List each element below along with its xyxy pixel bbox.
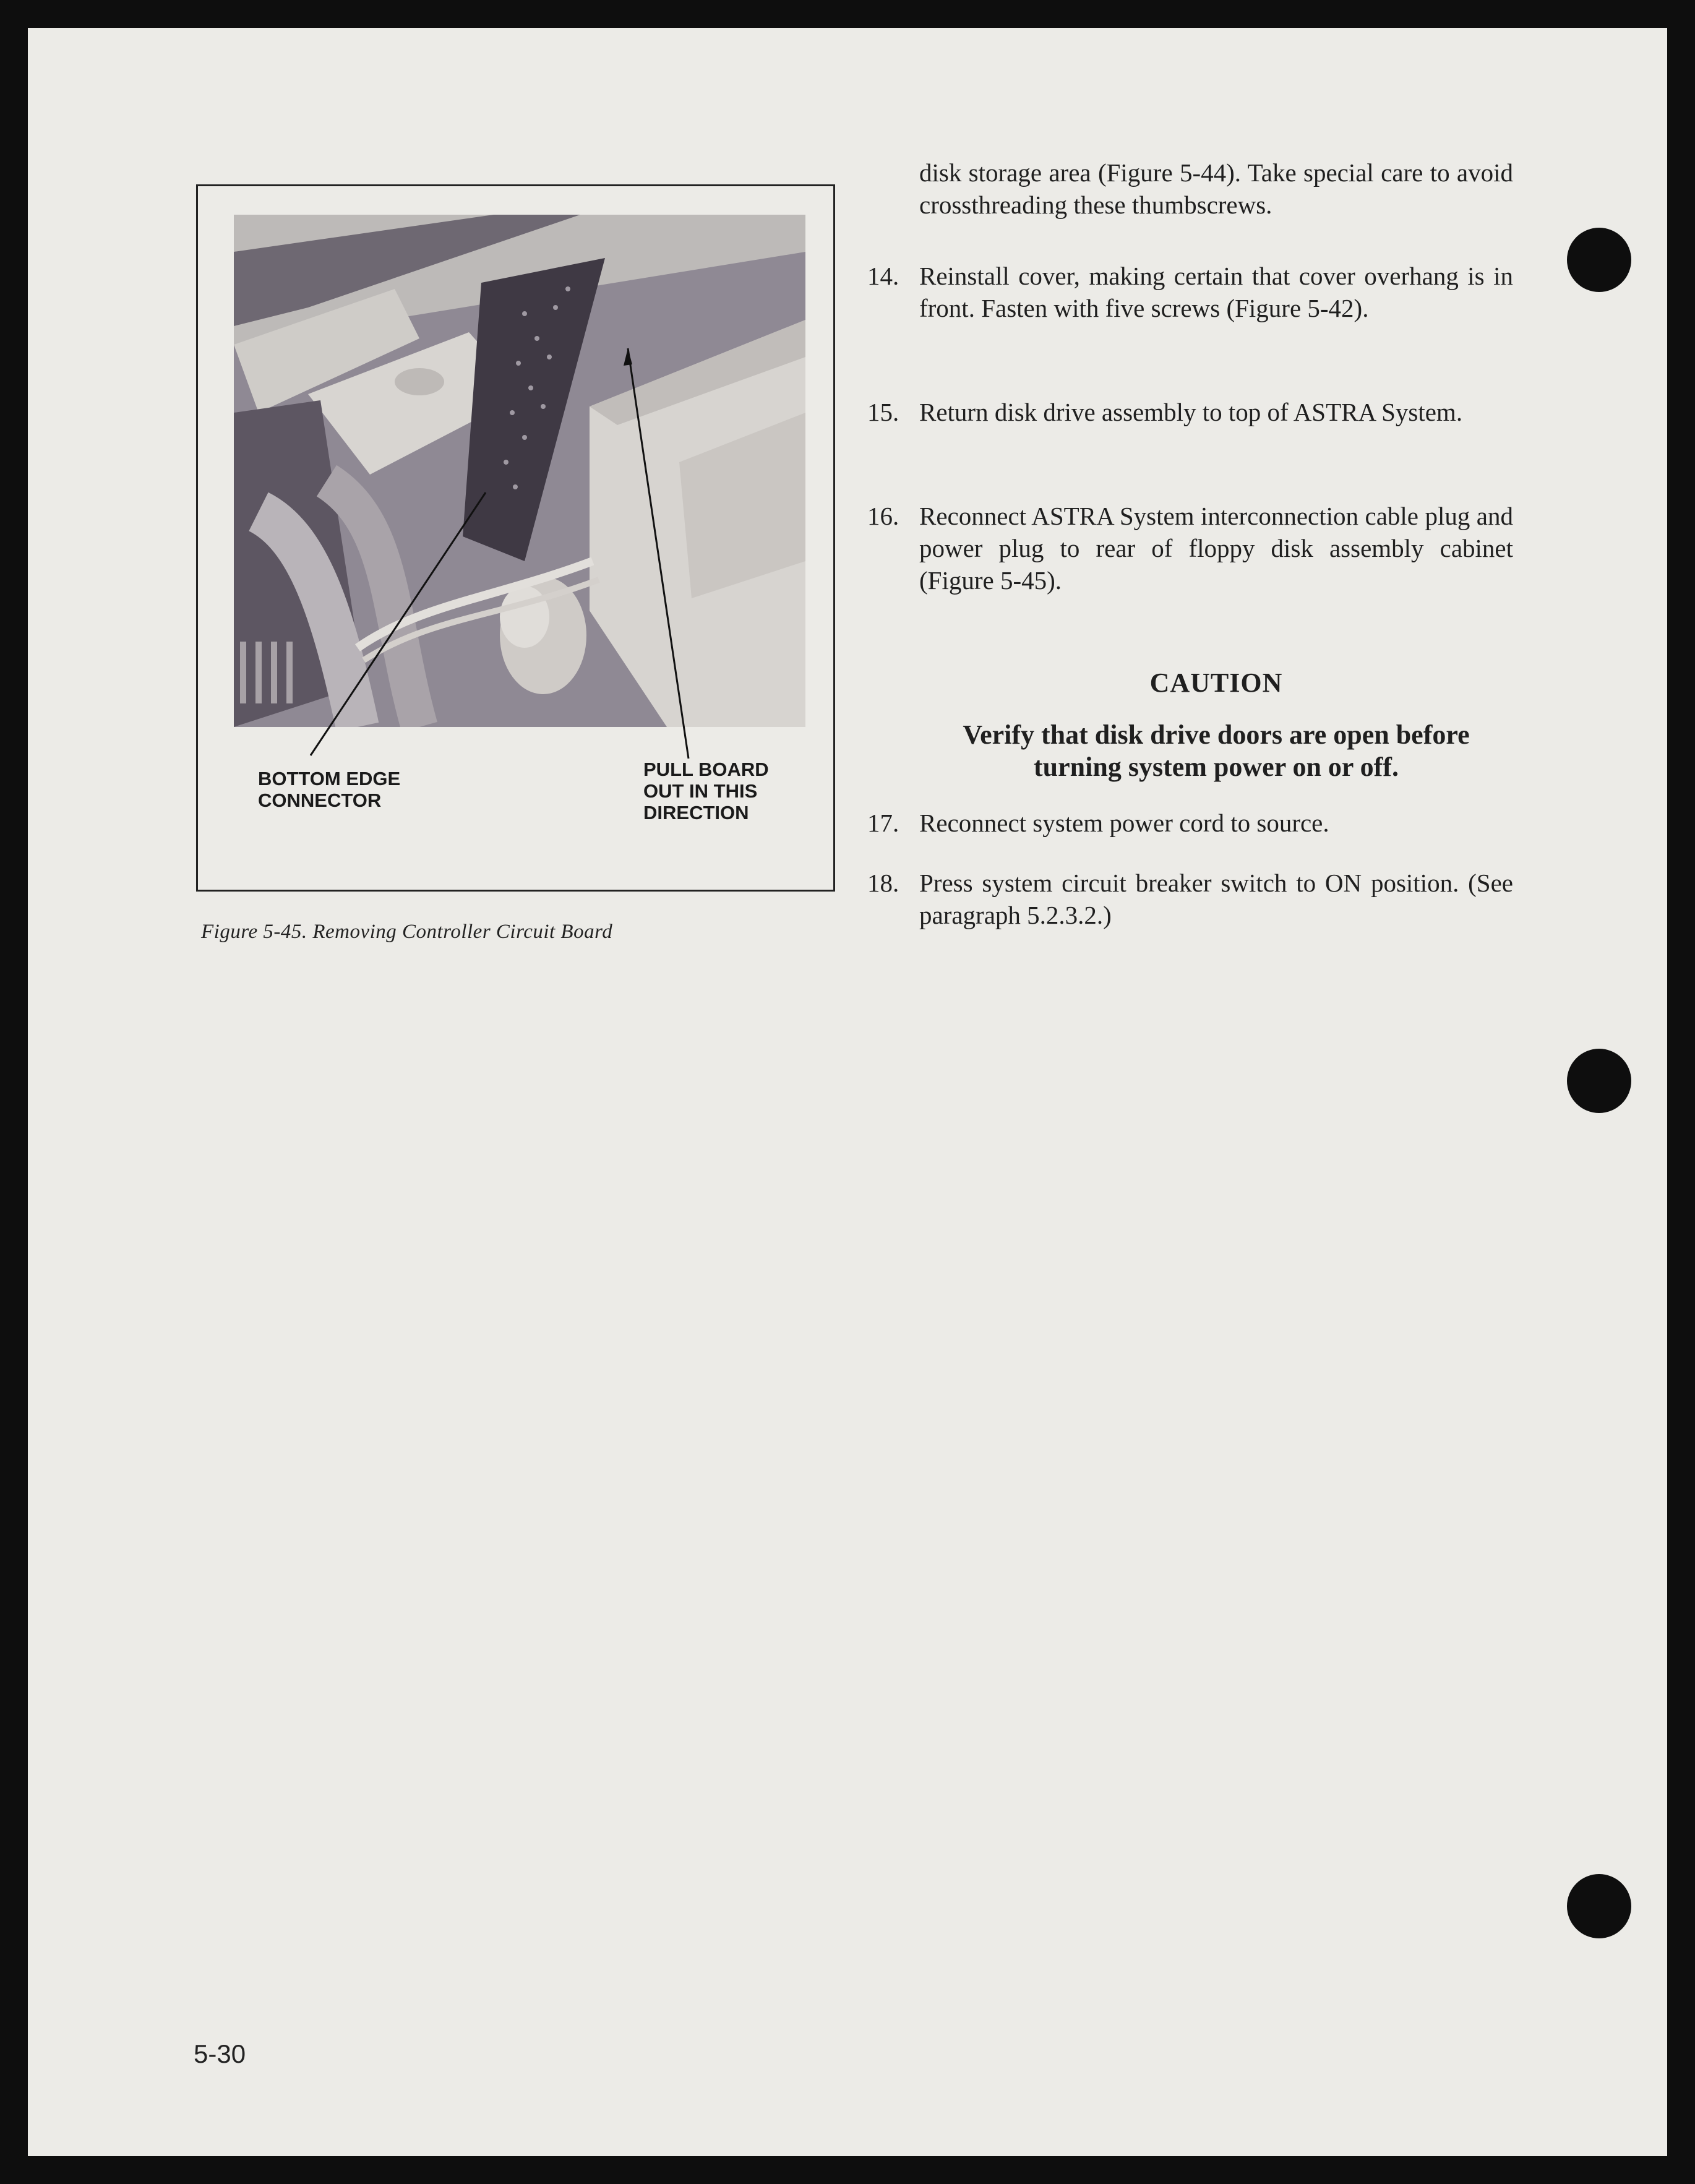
step-14-text: Reinstall cover, making certain that cover overhang is in front. Fasten with five screws (Figure 5-42). <box>919 262 1513 322</box>
step-number-16: 16. <box>867 502 899 530</box>
step-number-17: 17. <box>867 809 899 837</box>
step-16-text: Reconnect ASTRA System interconnection cable plug and power plug to rear of floppy disk assembly cabinet (Figure 5-45). <box>919 502 1513 595</box>
step-17-text: Reconnect system power cord to source. <box>919 809 1329 837</box>
bottom-edge-connector-label: BOTTOM EDGE CONNECTOR <box>258 768 401 811</box>
continued-step-text: disk storage area (Figure 5-44). Take special care to avoid crossthreading these thumbscrews. <box>919 158 1513 219</box>
page-number: 5-30 <box>194 2039 246 2068</box>
figure-frame <box>196 184 835 892</box>
pull-board-direction-label: PULL BOARD OUT IN THIS DIRECTION <box>643 759 769 823</box>
figure-caption: Figure 5-45. Removing Controller Circuit Board <box>201 921 613 943</box>
binder-hole-middle <box>1567 1049 1631 1113</box>
caution-heading: CAUTION <box>1149 668 1283 698</box>
step-number-18: 18. <box>867 869 899 897</box>
binder-hole-bottom <box>1567 1874 1631 1938</box>
binder-hole-top <box>1567 228 1631 292</box>
step-15-text: Return disk drive assembly to top of ASTRA System. <box>919 398 1463 426</box>
document-page <box>28 28 1667 2156</box>
step-number-15: 15. <box>867 398 899 426</box>
caution-text: Verify that disk drive doors are open before turning system power on or off. <box>963 720 1470 782</box>
step-number-14: 14. <box>867 262 899 290</box>
step-18-text: Press system circuit breaker switch to ON position. (See paragraph 5.2.3.2.) <box>919 869 1513 929</box>
